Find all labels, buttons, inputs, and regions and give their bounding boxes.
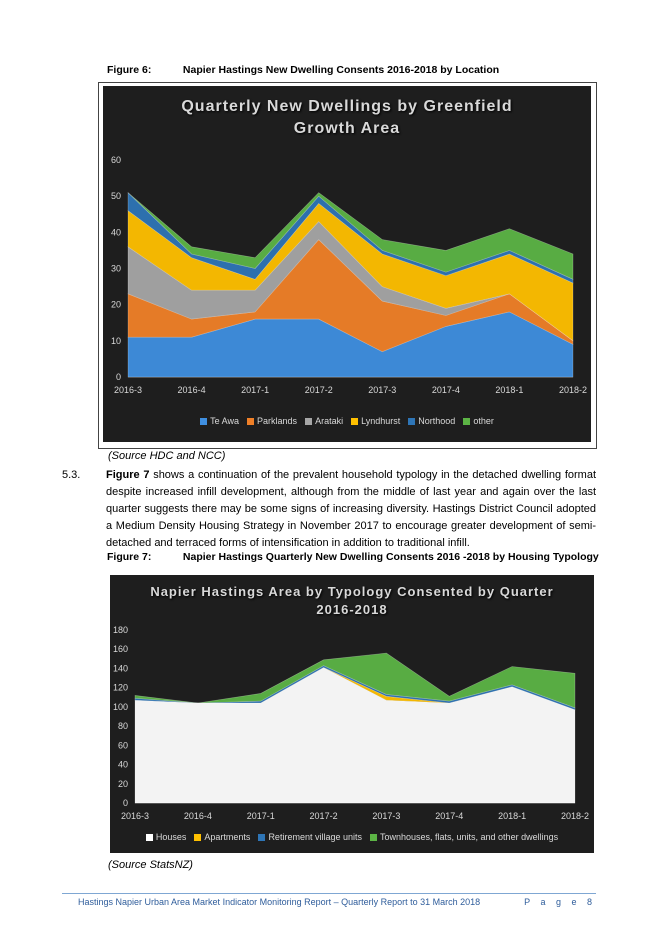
- figure-6-title: Napier Hastings New Dwelling Consents 2016-2018 by Location: [182, 64, 500, 76]
- chart-1-title-line-1: Quarterly New Dwellings by Greenfield: [181, 98, 513, 115]
- paragraph-figure-ref: Figure 7: [106, 469, 150, 481]
- legend-item: [463, 416, 494, 426]
- chart-2-legend: [110, 832, 594, 842]
- y-tick-label: 50: [110, 191, 121, 202]
- y-tick-label: 60: [110, 155, 121, 165]
- paragraph-body: shows a continuation of the prevalent household typology in the detached dwelling format despite increased infill development, although from the middle of last year and again over the last quarter suggests there may be some signs of increasing diversity. Hastings District Council adopted a Medium Density Housing Strategy in November 2017 to encourage greater development of semi-detached and terraced forms of intensification in addition to traditional infill.: [106, 469, 597, 549]
- legend-swatch: [194, 834, 201, 841]
- footer-text: Hastings Napier Urban Area Market Indicator Monitoring Report – Quarterly Report to 31 March 2018: [78, 897, 481, 907]
- legend-item: [408, 416, 455, 426]
- paragraph-text: [106, 467, 596, 552]
- legend-swatch: [200, 418, 207, 425]
- legend-swatch: [146, 834, 153, 841]
- greenfield-chart: [103, 86, 591, 442]
- legend-swatch: [258, 834, 265, 841]
- legend-label: Apartments: [204, 832, 251, 842]
- y-tick-label: 10: [110, 335, 121, 346]
- figure-7-caption: [107, 551, 599, 563]
- legend-swatch: [408, 418, 415, 425]
- chart-2-title-line-1: Napier Hastings Area by Typology Consented by Quarter: [150, 584, 554, 599]
- legend-item: [351, 416, 400, 426]
- figure-7-source: (Source StatsNZ): [108, 859, 193, 871]
- chart-1-legend: [103, 416, 591, 426]
- legend-label: Retirement village units: [268, 832, 362, 842]
- legend-item: [146, 832, 187, 842]
- y-tick-label: 80: [117, 721, 128, 732]
- figure-7-number: Figure 7:: [107, 551, 152, 563]
- y-tick-label: 40: [117, 759, 128, 770]
- figure-6-source: (Source HDC and NCC): [108, 450, 226, 462]
- x-tick-label: 2016-4: [183, 811, 212, 821]
- chart-2-plot: [110, 575, 594, 853]
- chart-1-plot: [103, 86, 591, 442]
- typology-chart: [110, 575, 594, 853]
- legend-label: Houses: [155, 832, 187, 842]
- y-tick-label: 120: [112, 682, 128, 693]
- legend-item: [247, 416, 297, 426]
- legend-swatch: [351, 418, 358, 425]
- legend-label: Te Awa: [210, 416, 240, 426]
- area-series-houses: [135, 668, 575, 804]
- y-tick-label: 20: [117, 778, 128, 789]
- y-tick-label: 40: [110, 227, 121, 238]
- legend-item: [200, 416, 239, 426]
- y-tick-label: 20: [110, 299, 121, 310]
- paragraph-5-3: [62, 467, 596, 552]
- y-tick-label: 180: [112, 625, 128, 635]
- chart-2-title-line-2: 2016-2018: [316, 602, 388, 617]
- legend-item: [305, 416, 343, 426]
- legend-label: Northood: [418, 416, 456, 426]
- y-tick-label: 30: [110, 263, 121, 274]
- chart-1-title-line-2: Growth Area: [293, 120, 401, 137]
- legend-item: [258, 832, 362, 842]
- x-tick-label: 2016-3: [113, 385, 143, 395]
- x-tick-label: 2017-3: [372, 811, 401, 821]
- legend-item: [370, 832, 558, 842]
- x-tick-label: 2016-4: [177, 385, 206, 395]
- x-tick-label: 2016-3: [120, 811, 150, 821]
- legend-swatch: [247, 418, 254, 425]
- page-number: P a g e 8: [524, 897, 596, 907]
- legend-swatch: [305, 418, 312, 425]
- legend-item: [194, 832, 250, 842]
- x-tick-label: 2017-3: [368, 385, 397, 395]
- legend-swatch: [370, 834, 377, 841]
- page-footer: [78, 897, 596, 907]
- footer-divider: [62, 893, 596, 894]
- legend-label: Lyndhurst: [361, 416, 401, 426]
- x-tick-label: 2017-2: [309, 811, 338, 821]
- paragraph-number: 5.3.: [62, 469, 81, 481]
- x-tick-label: 2017-1: [246, 811, 275, 821]
- x-tick-label: 2017-1: [241, 385, 270, 395]
- y-tick-label: 60: [117, 740, 128, 751]
- x-tick-label: 2018-2: [560, 811, 590, 821]
- legend-label: Townhouses, flats, units, and other dwellings: [379, 832, 559, 842]
- y-tick-label: 0: [122, 798, 128, 808]
- y-tick-label: 100: [112, 701, 128, 712]
- y-tick-label: 0: [115, 372, 121, 382]
- legend-swatch: [463, 418, 470, 425]
- x-tick-label: 2018-1: [498, 811, 527, 821]
- legend-label: other: [473, 416, 494, 426]
- y-tick-label: 160: [112, 644, 128, 655]
- legend-label: Parklands: [257, 416, 298, 426]
- y-tick-label: 140: [112, 663, 128, 674]
- legend-label: Arataki: [315, 416, 344, 426]
- x-tick-label: 2017-2: [304, 385, 333, 395]
- figure-6-caption: [107, 64, 499, 76]
- x-tick-label: 2018-2: [558, 385, 588, 395]
- figure-7-title: Napier Hastings Quarterly New Dwelling Consents 2016 -2018 by Housing Typology: [182, 551, 599, 563]
- x-tick-label: 2017-4: [435, 811, 464, 821]
- x-tick-label: 2018-1: [495, 385, 524, 395]
- figure-6-number: Figure 6:: [107, 64, 152, 76]
- x-tick-label: 2017-4: [431, 385, 460, 395]
